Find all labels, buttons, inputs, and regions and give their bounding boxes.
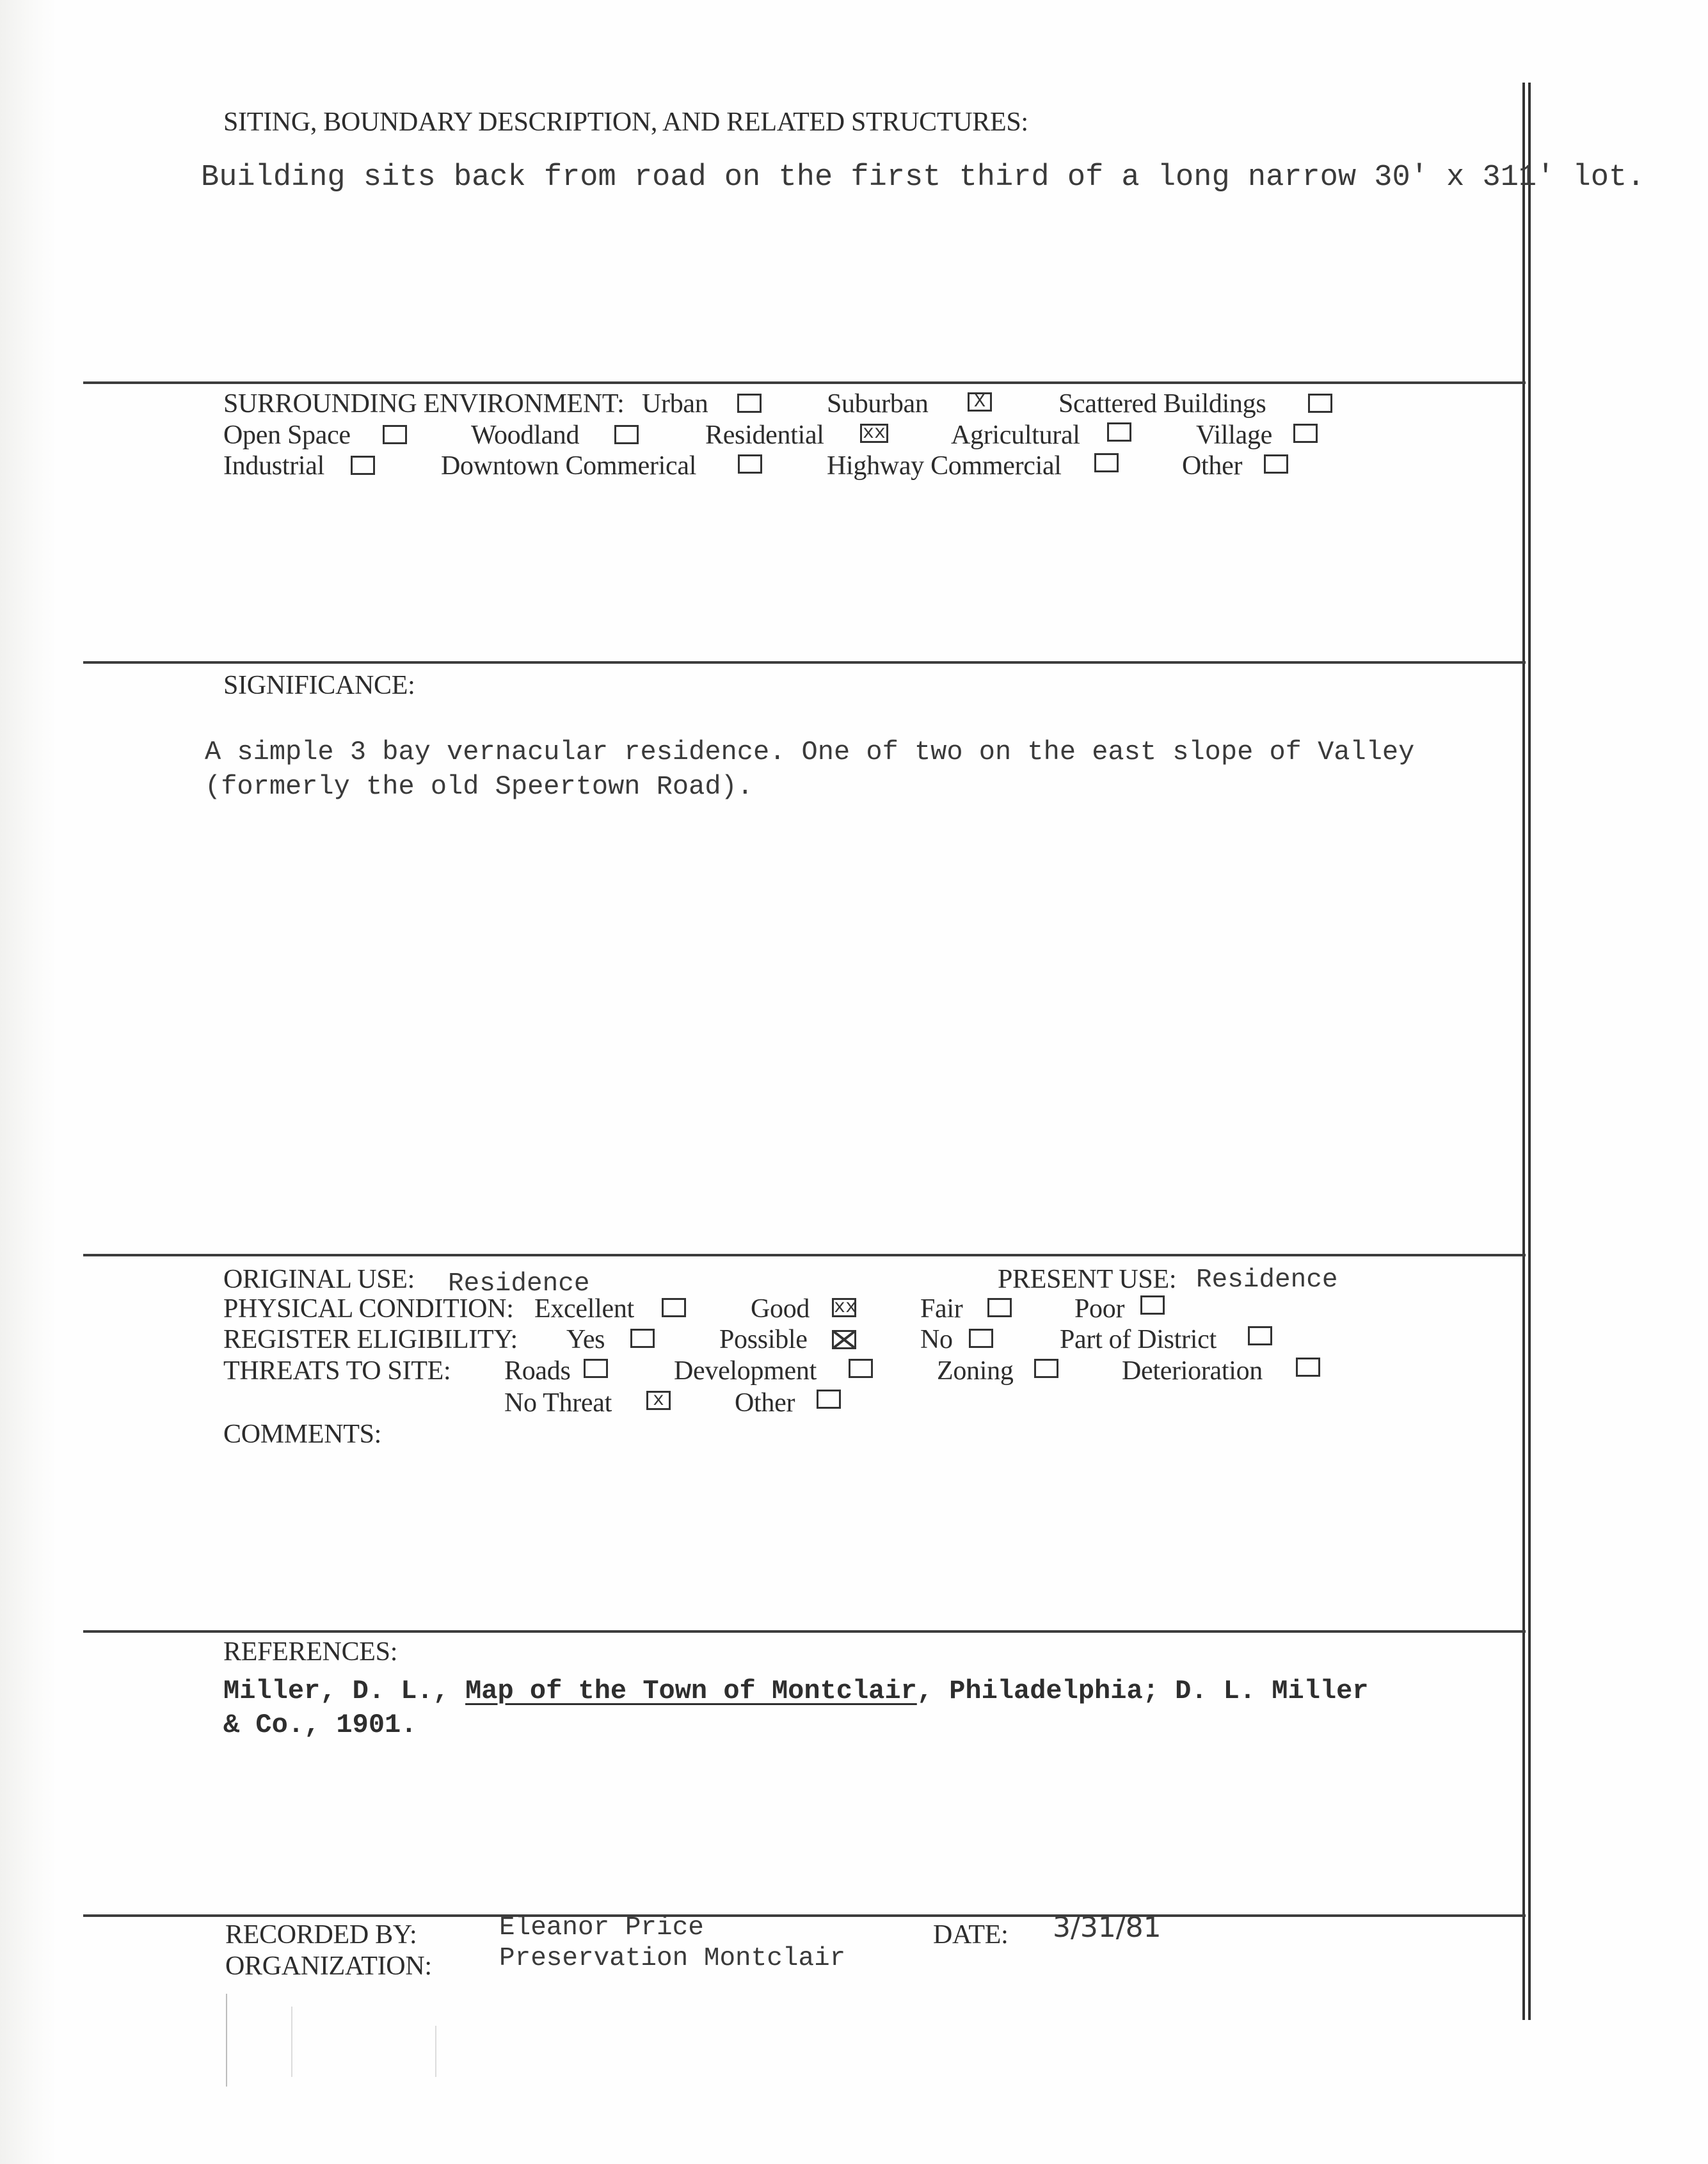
checkbox-part-of-district[interactable] (1248, 1326, 1272, 1345)
siting-heading: SITING, BOUNDARY DESCRIPTION, AND RELATED STRUCTURES: (223, 108, 1028, 137)
original-use-label: ORIGINAL USE: (223, 1265, 415, 1294)
section-divider (83, 1630, 1526, 1633)
significance-line-2: (formerly the old Speertown Road). (205, 771, 753, 802)
date-label: DATE: (933, 1920, 1009, 1950)
threat-roads-label: Roads (504, 1356, 571, 1386)
checkbox-good[interactable]: xx (832, 1298, 856, 1317)
option-urban-label: Urban (642, 389, 708, 419)
checkbox-downtown-commercial[interactable] (738, 454, 762, 474)
organization-value: Preservation Montclair (499, 1944, 846, 1973)
option-scattered-buildings-label: Scattered Buildings (1058, 389, 1266, 419)
eligibility-part-of-district-label: Part of District (1060, 1325, 1217, 1354)
right-border-line-inner (1528, 83, 1531, 2020)
checkbox-residential[interactable]: xx (860, 424, 888, 443)
scan-edge-shadow (0, 0, 58, 2164)
threat-zoning-label: Zoning (937, 1356, 1014, 1386)
section-divider (83, 381, 1526, 384)
scan-artifact-line (226, 1994, 227, 2087)
checkbox-threat-other[interactable] (817, 1390, 841, 1409)
register-eligibility-label: REGISTER ELIGIBILITY: (223, 1325, 518, 1354)
surrounding-environment-heading: SURROUNDING ENVIRONMENT: (223, 389, 625, 419)
references-heading: REFERENCES: (223, 1637, 398, 1667)
checkbox-yes[interactable] (630, 1329, 655, 1348)
section-divider (83, 1254, 1526, 1256)
checkbox-urban[interactable] (737, 394, 762, 413)
reference-author: Miller, D. L., (223, 1676, 449, 1706)
section-divider (83, 661, 1526, 664)
significance-heading: SIGNIFICANCE: (223, 671, 415, 700)
threat-no-threat-label: No Threat (504, 1388, 612, 1418)
checkbox-highway-commercial[interactable] (1094, 453, 1119, 472)
threat-deterioration-label: Deterioration (1122, 1356, 1263, 1386)
checkbox-industrial[interactable] (351, 456, 375, 475)
eligibility-possible-label: Possible (719, 1325, 808, 1354)
scan-artifact-line (291, 2007, 292, 2077)
date-value: 3/31/81 (1053, 1911, 1161, 1944)
option-other-label: Other (1182, 451, 1243, 481)
significance-line-1: A simple 3 bay vernacular residence. One of two on the east slope of Valley (205, 737, 1415, 767)
eligibility-no-label: No (920, 1325, 953, 1354)
option-village-label: Village (1196, 421, 1272, 450)
present-use-value: Residence (1196, 1265, 1338, 1295)
organization-label: ORGANIZATION: (225, 1952, 432, 1981)
checkbox-other[interactable] (1264, 454, 1288, 474)
checkbox-deterioration[interactable] (1296, 1358, 1320, 1377)
reference-line-1 (223, 1678, 1369, 1704)
condition-good-label: Good (751, 1294, 810, 1324)
condition-excellent-label: Excellent (534, 1294, 634, 1324)
threats-to-site-label: THREATS TO SITE: (223, 1356, 451, 1386)
physical-condition-label: PHYSICAL CONDITION: (223, 1294, 514, 1324)
comments-label: COMMENTS: (223, 1420, 382, 1449)
option-woodland-label: Woodland (471, 421, 580, 450)
checkbox-village[interactable] (1293, 424, 1318, 443)
recorded-by-value: Eleanor Price (499, 1913, 704, 1943)
option-suburban-label: Suburban (827, 389, 929, 419)
checkbox-zoning[interactable] (1034, 1359, 1058, 1378)
checkbox-roads[interactable] (584, 1359, 608, 1378)
reference-line-2: & Co., 1901. (223, 1710, 417, 1740)
reference-title: Map of the Town of Montclair (465, 1676, 917, 1706)
option-industrial-label: Industrial (223, 451, 324, 481)
present-use-label: PRESENT USE: (998, 1265, 1177, 1294)
threat-other-label: Other (735, 1388, 795, 1418)
checkbox-possible[interactable] (832, 1330, 856, 1349)
checkbox-no[interactable] (969, 1329, 993, 1348)
checkbox-excellent[interactable] (662, 1298, 686, 1317)
siting-text: Building sits back from road on the first third of a long narrow 30' x 311' lot. (201, 161, 1645, 195)
checkbox-suburban[interactable]: X (968, 392, 992, 412)
reference-publisher: , Philadelphia; D. L. Miller (916, 1676, 1369, 1706)
option-downtown-commercial-label: Downtown Commerical (441, 451, 697, 481)
checkbox-development[interactable] (849, 1359, 873, 1378)
right-border-line-outer (1522, 83, 1525, 2020)
scan-artifact-line (435, 2026, 436, 2077)
recorded-by-label: RECORDED BY: (225, 1920, 417, 1950)
option-agricultural-label: Agricultural (951, 421, 1080, 450)
option-residential-label: Residential (705, 421, 824, 450)
original-use-value: Residence (448, 1269, 590, 1299)
checkbox-no-threat[interactable]: x (646, 1391, 671, 1410)
checkbox-scattered-buildings[interactable] (1308, 394, 1332, 413)
checkbox-poor[interactable] (1140, 1295, 1165, 1315)
option-highway-commercial-label: Highway Commercial (827, 451, 1062, 481)
option-open-space-label: Open Space (223, 421, 351, 450)
eligibility-yes-label: Yes (566, 1325, 605, 1354)
checkbox-agricultural[interactable] (1107, 422, 1131, 442)
checkbox-woodland[interactable] (614, 425, 639, 444)
section-divider (83, 1914, 1526, 1917)
checkbox-open-space[interactable] (383, 425, 407, 444)
condition-fair-label: Fair (920, 1294, 963, 1324)
threat-development-label: Development (674, 1356, 817, 1386)
condition-poor-label: Poor (1074, 1294, 1125, 1324)
checkbox-fair[interactable] (987, 1298, 1012, 1317)
